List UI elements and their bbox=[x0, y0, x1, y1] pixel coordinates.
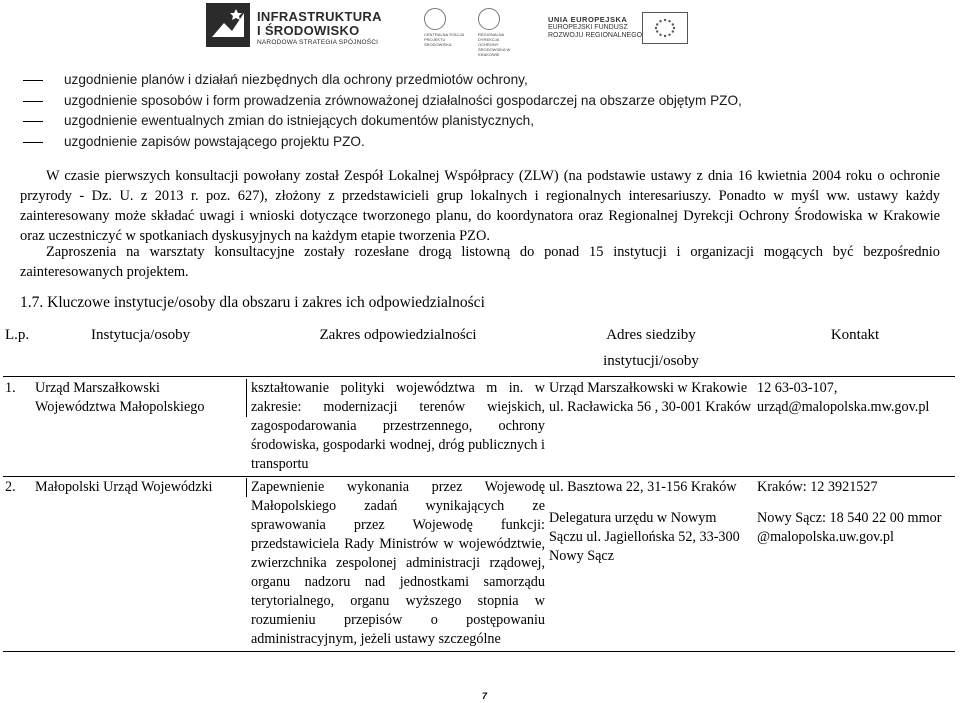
cell-contact bbox=[755, 377, 955, 477]
column-header-contact: Kontakt bbox=[755, 320, 955, 377]
column-header-lp: L.p. bbox=[3, 320, 33, 377]
institutions-table bbox=[3, 320, 955, 652]
list-item bbox=[23, 70, 742, 91]
cell-contact-phone: Kraków: 12 3921527 bbox=[757, 479, 878, 495]
column-header-address-line-2: instytucji/osoby bbox=[603, 353, 699, 369]
table-header-row bbox=[3, 320, 955, 377]
list-item-text: uzgodnienie sposobów i form prowadzenia zrównoważonej działalności gospodarczej na obszarze objętym PZO, bbox=[64, 92, 742, 108]
table-row bbox=[3, 377, 955, 477]
infra-line-3: NARODOWA STRATEGIA SPÓJNOŚCI bbox=[257, 39, 379, 46]
rdos-logo-text: REGIONALNA DYREKCJA OCHRONY ŚRODOWISKA W KRAKOWIE bbox=[478, 32, 511, 57]
cell-contact-email: urząd@malopolska.mw.gov.pl bbox=[757, 399, 930, 415]
column-header-scope: Zakres odpowiedzialności bbox=[249, 320, 547, 377]
cell-lp: 2. bbox=[3, 477, 33, 652]
cspr-logo bbox=[424, 8, 464, 47]
page-number: 7 bbox=[482, 691, 488, 701]
eu-line-3: ROZWOJU REGIONALNEGO bbox=[548, 32, 643, 39]
spacer bbox=[757, 497, 953, 509]
infrastructure-logo-icon bbox=[206, 3, 250, 47]
cspr-logo-text: CENTRALNA STACJA PROJEKTU ŚRODOWISKA bbox=[424, 32, 464, 47]
infra-line-2: I ŚRODOWISKO bbox=[257, 23, 360, 38]
list-item-text: uzgodnienie ewentualnych zmian do istniejących dokumentów planistycznych, bbox=[64, 113, 535, 128]
spacer bbox=[549, 497, 753, 509]
rdos-logo bbox=[478, 8, 518, 57]
cell-institution bbox=[33, 377, 249, 477]
column-header-address bbox=[547, 320, 755, 377]
infra-line-1: INFRASTRUKTURA bbox=[257, 9, 382, 24]
eu-line-2: EUROPEJSKI FUNDUSZ bbox=[548, 24, 628, 31]
cell-contact-phone: 12 63-03-107, bbox=[757, 380, 838, 396]
cell-contact bbox=[755, 477, 955, 652]
cspr-seal-icon bbox=[424, 8, 446, 30]
infrastructure-logo-text bbox=[257, 10, 382, 47]
cell-lp: 1. bbox=[3, 377, 33, 477]
list-item-text: uzgodnienie planów i działań niezbędnych dla ochrony przedmiotów ochrony, bbox=[64, 72, 528, 87]
cell-scope: Zapewnienie wykonania przez Wojewodę Małopolskiego zadań wynikających ze sprawowania przez Wojewodę funkcji: przedstawiciela Rady Ministrów w województwie, zwierzchnika zespolonej administracji rządowej, organu nadzoru nad jednostkami samorządu terytorialnego, organu wyższego stopnia w rozumieniu przepisów o postępowaniu administracyjnym, jeżeli ustawy szczególne bbox=[249, 477, 547, 652]
dash-bullet-icon bbox=[23, 101, 43, 102]
list-item bbox=[23, 111, 742, 132]
header-logos bbox=[0, 0, 960, 57]
consultation-goals-list bbox=[23, 70, 742, 152]
list-item-text: uzgodnienie zapisów powstającego projektu PZO. bbox=[64, 133, 365, 149]
dash-bullet-icon bbox=[23, 80, 43, 81]
cell-address-line-b: ul. Racławicka 56 , 30-001 Kraków bbox=[549, 399, 752, 415]
dash-bullet-icon bbox=[23, 142, 43, 143]
cell-address-line-a: Urząd Marszałkowski w Krakowie bbox=[549, 380, 748, 396]
column-header-institution bbox=[33, 320, 249, 377]
cell-institution bbox=[33, 477, 249, 652]
cell-address-line-a: ul. Basztowa 22, 31-156 Kraków bbox=[549, 479, 737, 495]
cell-scope: kształtowanie polityki województwa m in. w zakresie: modernizacji terenów wiejskich, zagospodarowania przestrzennego, ochrony środowiska, gospodarki wodnej, dróg publicznych i transportu bbox=[249, 377, 547, 477]
dash-bullet-icon bbox=[23, 121, 43, 122]
column-header-institution-label: Instytucja/osoby bbox=[91, 327, 191, 343]
cell-address bbox=[547, 377, 755, 477]
column-header-address-line-1: Adres siedziby bbox=[606, 327, 696, 343]
cell-address-line-b: Delegatura urzędu w Nowym Sączu ul. Jagiellońska 52, 33-300 Nowy Sącz bbox=[549, 510, 740, 564]
list-item bbox=[23, 91, 742, 112]
cell-address bbox=[547, 477, 755, 652]
eu-flag-icon bbox=[642, 12, 688, 44]
eu-line-1: UNIA EUROPEJSKA bbox=[548, 15, 628, 24]
section-title: 1.7. Kluczowe instytucje/osoby dla obszaru i zakres ich odpowiedzialności bbox=[20, 294, 485, 311]
rdos-seal-icon bbox=[478, 8, 500, 30]
cell-institution-text: Małopolski Urząd Wojewódzki bbox=[35, 478, 247, 497]
paragraph-zlw: W czasie pierwszych konsultacji powołany został Zespół Lokalnej Współpracy (ZLW) (na podstawie ustawy z dnia 16 kwietnia 2004 roku o ochronie przyrody - Dz. U. z 2013 r. poz. 627), złożony z przedstawicieli grup lokalnych i regionalnych interesariuszy. Ponadto w myśl ww. ustawy każdy zainteresowany może składać uwagi i wnioski dotyczące tworzonego planu, do koordynatora oraz Regionalnej Dyrekcji Ochrony Środowiska w Krakowie oraz uczestniczyć w spotkaniach dyskusyjnych na każdym etapie tworzenia PZO. bbox=[20, 168, 940, 244]
cell-institution-text: Urząd Marszałkowski Województwa Małopolskiego bbox=[35, 379, 247, 417]
paragraph-invitations: Zaproszenia na warsztaty konsultacyjne zostały rozesłane drogą listowną do ponad 15 instytucji i organizacji mogących być bezpośrednio zainteresowanych projektem. bbox=[20, 244, 940, 280]
table-row bbox=[3, 477, 955, 652]
list-item bbox=[23, 132, 742, 153]
cell-contact-email: Nowy Sącz: 18 540 22 00 mmor@malopolska.uw.gov.pl bbox=[757, 510, 942, 545]
eu-logo-text bbox=[548, 15, 642, 40]
